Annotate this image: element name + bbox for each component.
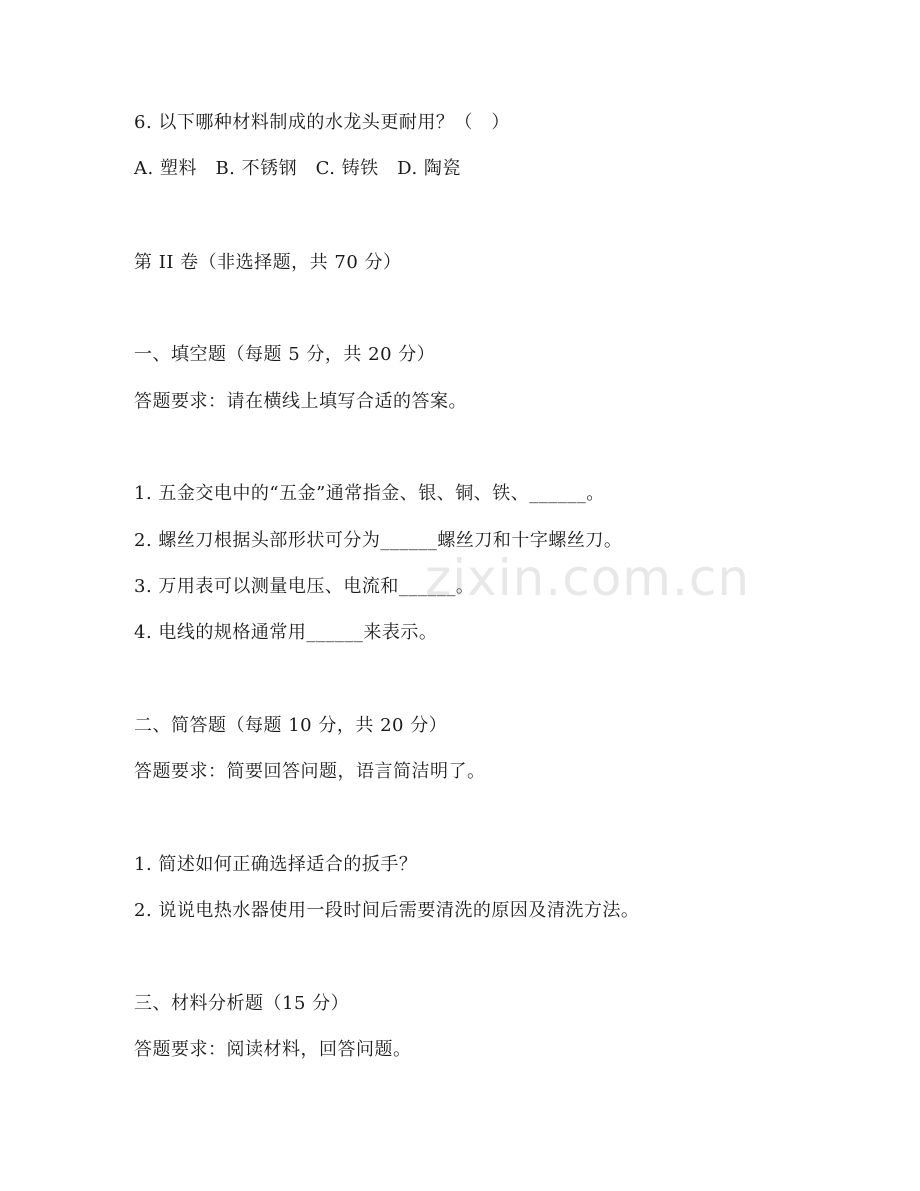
short-answer-item-1: 1. 简述如何正确选择适合的扳手？ — [134, 854, 418, 875]
short-answer-item-2: 2. 说说电热水器使用一段时间后需要清洗的原因及清洗方法。 — [134, 900, 640, 921]
fill-item-3: 3. 万用表可以测量电压、电流和______。 — [134, 576, 475, 597]
part-2-title: 第 II 卷（非选择题，共 70 分） — [134, 252, 402, 273]
fill-item-1: 1. 五金交电中的“五金”通常指金、银、铜、铁、______。 — [134, 483, 605, 504]
section-2-title: 二、简答题（每题 10 分，共 20 分） — [134, 715, 448, 736]
fill-item-4: 4. 电线的规格通常用______来表示。 — [134, 622, 438, 643]
section-1-requirement: 答题要求：请在横线上填写合适的答案。 — [134, 391, 467, 412]
section-2-requirement: 答题要求：简要回答问题，语言简洁明了。 — [134, 761, 486, 782]
fill-item-2: 2. 螺丝刀根据头部形状可分为______螺丝刀和十字螺丝刀。 — [134, 530, 623, 551]
section-3-title: 三、材料分析题（15 分） — [134, 993, 350, 1014]
section-3-requirement: 答题要求：阅读材料，回答问题。 — [134, 1039, 412, 1060]
question-6-stem: 6. 以下哪种材料制成的水龙头更耐用？（ ） — [134, 112, 510, 133]
question-6-options: A. 塑料 B. 不锈钢 C. 铸铁 D. 陶瓷 — [134, 158, 461, 179]
section-1-title: 一、填空题（每题 5 分，共 20 分） — [134, 344, 436, 365]
watermark-text: zixin.com.cn — [425, 549, 751, 607]
